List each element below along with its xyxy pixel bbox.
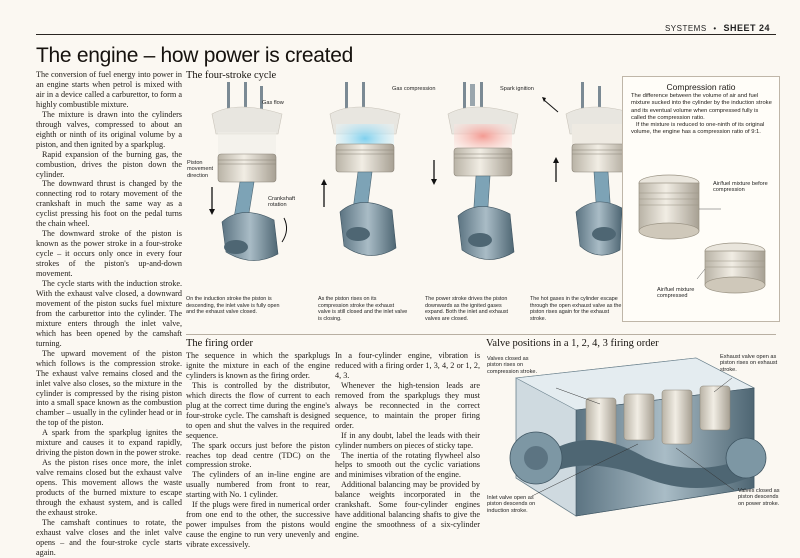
- intro-paragraph: A spark from the sparkplug ignites the mixture and causes it to expand rapidly, driving the piston down in the power stroke.: [36, 428, 182, 458]
- firing-order-paragraph: The sequence in which the sparkplugs ignite the mixture in each of the engine cylinders is known as the firing order.: [186, 351, 330, 380]
- firing-order-paragraph: Whenever the high-tension leads are removed from the sparkplugs they must always be reconnected in the correct sequence, to maintain the proper firing order.: [335, 380, 480, 430]
- callout-exhaust: Exhaust valve open as piston rises on exhaust stroke.: [720, 354, 778, 373]
- valve-positions-heading: Valve positions in a 1, 2, 4, 3 firing order: [486, 338, 659, 349]
- gas-compression-label: Gas compression: [392, 86, 436, 92]
- intro-paragraph: The upward movement of the piston which follows is the compression stroke. The exhaust valve remains closed and the inlet valve also closes, so the mixture in the cylinder is compressed by the rising piston into a small space known as the combustion chamber – usually in the cylinder head or in the top of the piston.: [36, 348, 182, 428]
- firing-order-paragraph: The spark occurs just before the piston reaches top dead centre (TDC) on the compression stroke.: [186, 440, 330, 470]
- firing-order-paragraph: Additional balancing may be provided by balance weights incorporated in the crankshaft. Some four-cylinder engines have additional balancing shafts to give the engine the smoothness of a six-cylinder engine.: [335, 480, 480, 540]
- intro-column: [36, 70, 182, 558]
- label-after-compression: Air/fuel mixture compressed: [657, 287, 695, 300]
- spark-ignition-label: Spark ignition: [500, 86, 534, 92]
- firing-order-column-b: [335, 351, 480, 540]
- exhaust-caption: The hot gases in the cylinder escape through the open exhaust valve as the piston rises again for the exhaust stroke.: [530, 296, 622, 322]
- compression-ratio-text: [631, 93, 773, 137]
- section-divider: [186, 334, 776, 335]
- firing-order-paragraph: The cylinders of an in-line engine are usually numbered from front to rear, starting with No. 1 cylinder.: [186, 470, 330, 500]
- page-title: The engine – how power is created: [36, 44, 353, 67]
- header-section: SYSTEMS: [664, 24, 707, 33]
- intro-paragraph: As the piston rises once more, the inlet valve remains closed but the exhaust valve opens. This movement allows the waste products of the burned mixture to escape through the exhaust system, and is called the exhaust stroke.: [36, 458, 182, 517]
- label-before-compression: Air/fuel mixture before compression: [713, 181, 768, 194]
- firing-order-paragraph: In a four-cylinder engine, vibration is reduced with a firing order 1, 3, 4, 2 or 1, 2, 4, 3.: [335, 351, 480, 380]
- piston-before-compression: [639, 175, 699, 239]
- power-stroke-figure: [431, 82, 518, 260]
- piston-movement-label: Piston movement direction: [187, 160, 214, 179]
- crankshaft-rotation-label: Crankshaft rotation: [268, 196, 296, 209]
- induction-caption: On the induction stroke the piston is descending, the inlet valve is fully open and the exhaust valve closed.: [186, 296, 280, 316]
- piston-after-compression: [705, 243, 765, 293]
- header-separator: •: [713, 24, 717, 33]
- power-caption: The power stroke drives the piston downwards as the ignited gases expand. Both the inlet and exhaust valves are closed.: [425, 296, 509, 322]
- firing-order-paragraph: If the plugs were fired in numerical order from one end to the other, the successive power impulses from the pistons would cause the engine to run very unevenly and vibrate excessively.: [186, 500, 330, 550]
- intro-paragraph: The camshaft continues to rotate, the exhaust valve closes and the inlet valve opens – and the four-stroke cycle starts again.: [36, 517, 182, 557]
- compression-ratio-paragraph: The difference between the volume of air and fuel mixture sucked into the cylinder by the induction stroke and its eventual volume when compressed fully is called the compression ratio.: [631, 93, 772, 121]
- intro-paragraph: The cycle starts with the induction stroke. With the exhaust valve closed, a downward movement of the piston sucks fuel mixture from the carburettor into the cylinder. The mixture enters through the inlet valve, which has been opened by the camshaft turning.: [36, 279, 182, 348]
- firing-order-paragraph: If in any doubt, label the leads with their cylinder numbers on pieces of sticky tape.: [335, 430, 480, 450]
- compression-ratio-paragraph: If the mixture is reduced to one-ninth of its original volume, the engine has a compression ratio of 9:1.: [631, 122, 765, 136]
- callout-compression: Valves closed as piston rises on compression stroke.: [487, 356, 538, 375]
- compression-stroke-figure: [321, 82, 400, 256]
- firing-order-paragraph: The inertia of the rotating flywheel also helps to smooth out the cyclic variations and minimises vibration of the engine.: [335, 450, 480, 480]
- firing-order-paragraph: This is controlled by the distributor, which directs the flow of current to each plug at the correct time during the engine's four-stroke cycle. The camshaft is designed to open and shut the valves in the required sequence.: [186, 380, 330, 440]
- callout-induction: Inlet valve open as piston descends on induction stroke.: [487, 495, 536, 514]
- page-header: [665, 23, 770, 33]
- intro-paragraph: The downward stroke of the piston is known as the power stroke in a four-stroke cycle – it occurs only once in every four strokes of the piston's up-and-down movement.: [36, 229, 182, 279]
- intro-paragraph: The mixture is drawn into the cylinders through valves, compressed to about an eighth or ninth of its original volume by a piston, and then ignited by a sparkplug.: [36, 109, 182, 149]
- gas-flow-label: Gas flow: [262, 100, 284, 106]
- firing-order-heading: The firing order: [186, 338, 254, 349]
- intro-paragraph: The conversion of fuel energy into power in an engine starts when petrol is mixed with air in a device called a carburettor, to form a highly combustible mixture.: [36, 70, 182, 109]
- callout-power: Valves closed as piston descends on power stroke.: [738, 488, 780, 507]
- firing-order-column-a: [186, 351, 330, 550]
- compression-ratio-title: Compression ratio: [666, 82, 736, 92]
- four-stroke-illustrations: [182, 82, 622, 302]
- four-stroke-heading: The four-stroke cycle: [186, 70, 277, 81]
- header-sheet: SHEET 24: [723, 23, 770, 33]
- intro-paragraph: Rapid expansion of the burning gas, the combustion, drives the piston down the cylinder.: [36, 149, 182, 179]
- top-rule: [36, 34, 776, 35]
- compression-ratio-box: [622, 76, 780, 322]
- compression-caption: As the piston rises on its compression stroke the exhaust valve is still closed and the inlet valve is closing.: [318, 296, 408, 322]
- intro-paragraph: The downward thrust is changed by the connecting rod to rotary movement of the crankshaft in much the same way as a cyclist pressing his foot on the pedal turns the chain wheel.: [36, 179, 182, 229]
